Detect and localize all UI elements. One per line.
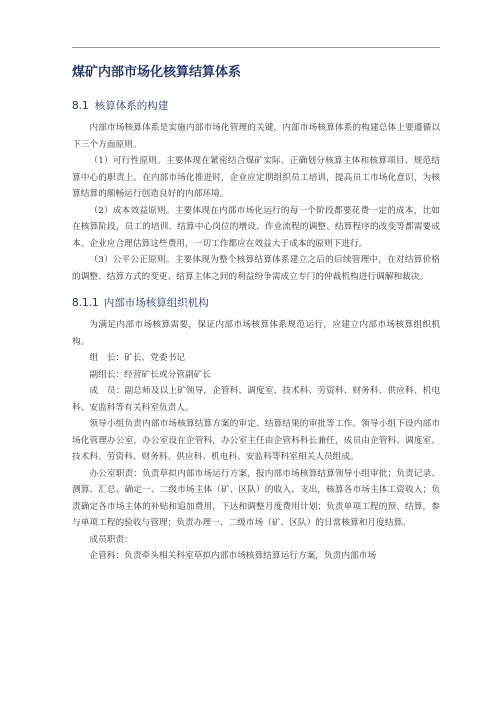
paragraph-office-duties: 办公室职责：负责草拟内部市场运行方案，报内部市场核算结算领导小组审批；负责记录、测算、汇总、确定一、二级市场主体（矿、区队）的收入、支出，核算各市场主体工资收入；负责确定各市场主体的补贴和追加费用，下达和调整月度费用计划；负责单项工程的预、结算，参与单项工程的验收与管理；负责办理一、二级市场（矿、区队）的日常核算和月度结算。 <box>72 468 440 528</box>
section-number: 8.1.1 <box>72 297 99 309</box>
section-number: 8.1 <box>72 100 89 112</box>
header-rule <box>72 47 440 48</box>
paragraph-intro: 内部市场核算体系是实施内部市场化管理的关键，内部市场核算体系的构建总体上要遵循以下三个方面原则。 <box>72 123 440 150</box>
paragraph-leader: 组 长：矿长、党委书记 <box>89 353 185 363</box>
paragraph-member-duties: 成员职责： <box>89 534 133 545</box>
section-title: 核算体系的构建 <box>94 100 169 112</box>
paragraph-leading-group: 领导小组负责内部市场核算结算方案的审定、结算结果的审批等工作。领导小组下设内部市场化管理办公室，办公室设在企管科，办公室主任由企管科科长兼任，成员由企管科、调度室、技术科、劳资科、财务科、供应科、机电科、安监科等科室相关人员组成。 <box>72 419 440 462</box>
paragraph-principle-1: （1）可行性原则。主要体现在紧密结合煤矿实际、正确划分核算主体和核算项目、规范结算中心的职责上。在内部市场化推进时，企业应定期组织员工培训，提高员工市场化意识，为核算结算的顺畅运行创造良好的内部环境。 <box>72 156 440 199</box>
paragraph-members: 成 员：副总师及以上矿领导，企管科、调度室、技术科、劳资科、财务科、供应科、机电科、安监科等有关科室负责人。 <box>72 386 440 413</box>
section-heading-8-1 <box>72 98 440 114</box>
document-body <box>72 64 440 565</box>
paragraph-principle-3: （3）公平公正原则。主要体现为整个核算结算体系建立之后的后续管理中，在对结算价格的调整、结算方式的变更、结算主体之间的利益纷争需成立专门的仲裁机构进行调解和裁决。 <box>72 255 440 282</box>
paragraph-principle-2: （2）成本效益原则。主要体现在内部市场化运行的每一个阶段都要花费一定的成本，比如在核算阶段，员工的培训、结算中心岗位的增设、作业流程的调整、结算程序的改变等都需要成本。企业应合理估算这些费用，一切工作都应在效益大于成本的原则下进行。 <box>72 205 440 249</box>
document-title: 煤矿内部市场化核算结算体系 <box>72 65 242 80</box>
section-heading-8-1-1 <box>72 295 440 311</box>
section-title: 内部市场核算组织机构 <box>103 297 209 309</box>
paragraph-enterprise-mgmt: 企管科：负责牵头相关科室草拟内部市场核算结算运行方案，负责内部市场 <box>89 551 377 561</box>
paragraph-deputy: 副组长：经营矿长或分管副矿长 <box>89 369 212 380</box>
paragraph-org-intro: 为满足内部市场核算需要，保证内部市场核算体系规范运行，应建立内部市场核算组织机构。 <box>72 320 440 347</box>
